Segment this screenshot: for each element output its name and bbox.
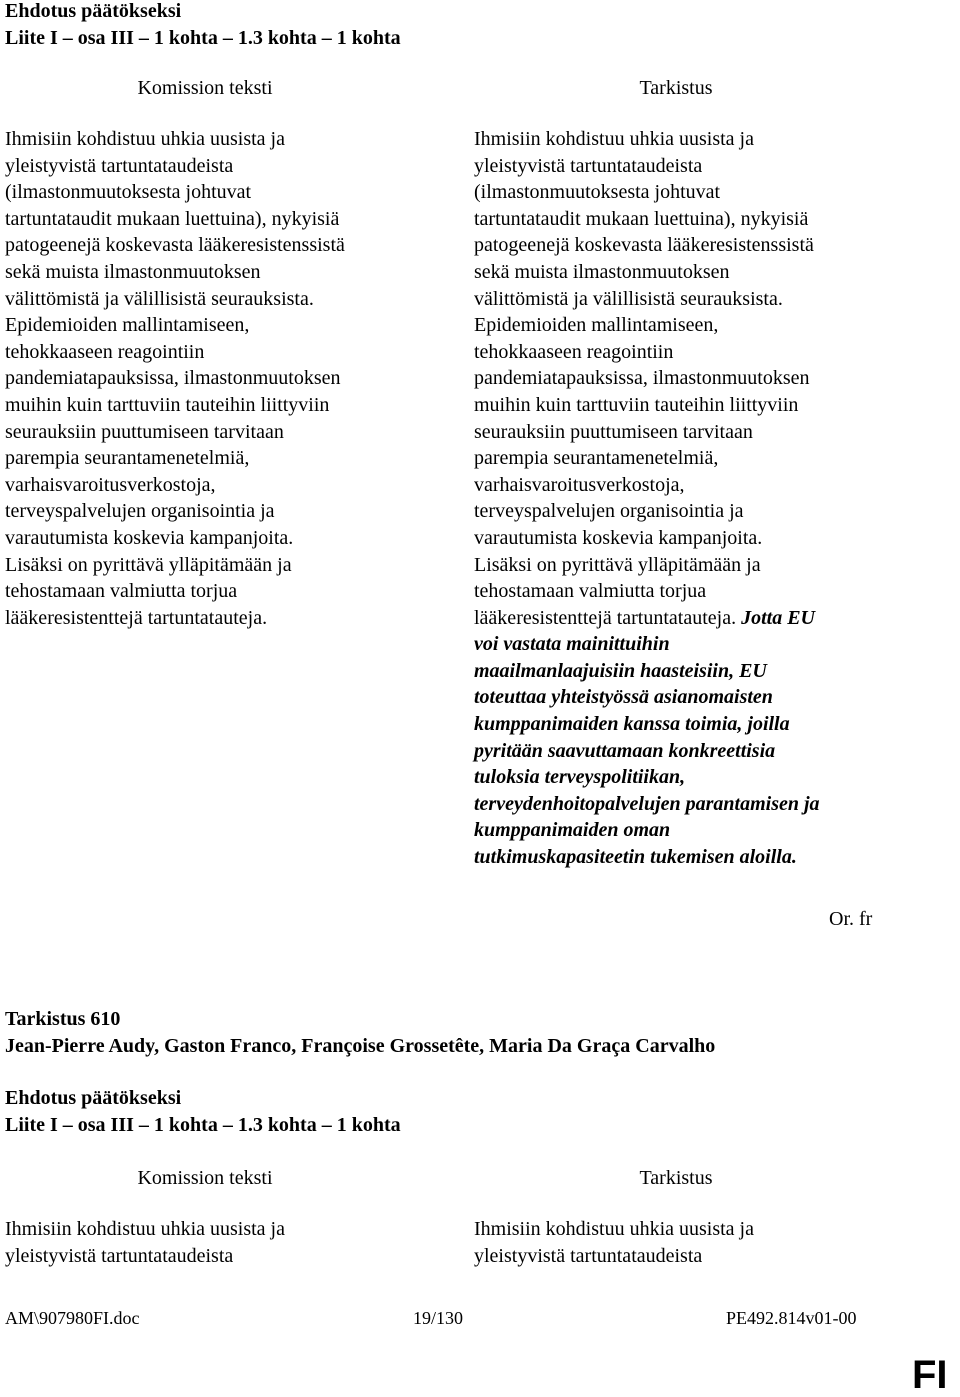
amendment-added-segment: Jotta EU xyxy=(741,606,815,629)
page-number: 19/130 xyxy=(413,1308,464,1328)
commission-text-line: sekä muista ilmastonmuutoksen xyxy=(5,260,261,283)
commission-text-heading-2: Komission teksti xyxy=(137,1167,273,1189)
proposal-reference: Liite I – osa III – 1 kohta – 1.3 kohta – 1 kohta xyxy=(5,26,401,49)
amendment-text-line: (ilmastonmuutoksesta johtuvat xyxy=(474,181,721,204)
amendment-text-line: varhaisvaroitusverkostoja, xyxy=(474,473,685,496)
amendment-added-line: maailmanlaajuisiin haasteisiin, EU xyxy=(474,659,767,682)
commission-text-line: patogeenejä koskevasta lääkeresistenssistä xyxy=(5,234,345,257)
amendment-text-line: yleistyvistä tartuntataudeista xyxy=(474,1244,703,1267)
amendment-text-line: Lisäksi on pyrittävä ylläpitämään ja xyxy=(474,553,761,576)
commission-text-line: yleistyvistä tartuntataudeista xyxy=(5,1244,234,1267)
commission-text-line: yleistyvistä tartuntataudeista xyxy=(5,154,234,177)
amendment-added-line: kumppanimaiden kanssa toimia, joilla xyxy=(474,713,790,736)
amendment-text-line: parempia seurantamenetelmiä, xyxy=(474,447,719,470)
document-reference: AM\907980FI.doc xyxy=(5,1308,140,1328)
commission-text-heading: Komission teksti xyxy=(137,77,273,99)
commission-text-line: välittömistä ja välillisistä seurauksista. xyxy=(5,287,314,310)
amendment-text-line: pandemiatapauksissa, ilmastonmuutoksen xyxy=(474,367,810,390)
commission-text-line: muihin kuin tarttuviin tauteihin liittyviin xyxy=(5,393,330,416)
amendment-plain-segment: lääkeresistenttejä tartuntatauteja. xyxy=(474,606,742,629)
amendment-text-line: tartuntataudit mukaan luettuina), nykyisiä xyxy=(474,207,809,230)
amendment-proposal-reference: Liite I – osa III – 1 kohta – 1.3 kohta – 1 kohta xyxy=(5,1113,401,1136)
amendment-added-line: pyritään saavuttamaan konkreettisia xyxy=(474,739,776,762)
amendment-added-line: voi vastata mainittuihin xyxy=(474,633,670,656)
proposal-title: Ehdotus päätökseksi xyxy=(5,0,182,22)
commission-text-line: lääkeresistenttejä tartuntatauteja. xyxy=(5,606,268,629)
amendment-text-line: yleistyvistä tartuntataudeista xyxy=(474,154,703,177)
original-language: Or. fr xyxy=(829,908,873,930)
commission-text-line: Epidemioiden mallintamiseen, xyxy=(5,314,250,337)
amendment-text-line: sekä muista ilmastonmuutoksen xyxy=(474,260,730,283)
amendment-text-line: Ihmisiin kohdistuu uhkia uusista ja xyxy=(474,1218,754,1240)
commission-text-line: tartuntataudit mukaan luettuina), nykyisiä xyxy=(5,207,340,230)
commission-text-line: pandemiatapauksissa, ilmastonmuutoksen xyxy=(5,367,341,390)
commission-text-line: tehostamaan valmiutta torjua xyxy=(5,580,238,603)
amendment-text-line: Ihmisiin kohdistuu uhkia uusista ja xyxy=(474,128,754,150)
amendment-text-column xyxy=(474,126,944,871)
amendment-text-line xyxy=(474,605,944,632)
commission-text-line: Lisäksi on pyrittävä ylläpitämään ja xyxy=(5,553,292,576)
amendment-added-line: toteuttaa yhteistyössä asianomaisten xyxy=(474,686,773,709)
amendment-text-line: muihin kuin tarttuviin tauteihin liittyviin xyxy=(474,393,799,416)
commission-text-line: tehokkaaseen reagointiin xyxy=(5,340,205,363)
commission-text-line: Ihmisiin kohdistuu uhkia uusista ja xyxy=(5,128,285,150)
amendment-text-line: patogeenejä koskevasta lääkeresistenssistä xyxy=(474,234,814,257)
commission-text-line: terveyspalvelujen organisointia ja xyxy=(5,500,275,523)
amendment-authors: Jean-Pierre Audy, Gaston Franco, Françoise Grossetête, Maria Da Graça Carvalho xyxy=(5,1035,716,1057)
amendment-proposal-title: Ehdotus päätökseksi xyxy=(5,1087,182,1109)
commission-text-line: varhaisvaroitusverkostoja, xyxy=(5,473,216,496)
amendment-text-column-2 xyxy=(474,1216,944,1269)
amendment-text-line: tehokkaaseen reagointiin xyxy=(474,340,674,363)
amendment-proposal-header xyxy=(5,1085,401,1138)
amendment-heading-2: Tarkistus xyxy=(639,1167,713,1189)
commission-text-column-2 xyxy=(5,1216,445,1269)
commission-text-column xyxy=(5,126,445,631)
commission-text-line: varautumista koskevia kampanjoita. xyxy=(5,526,294,549)
amendment-added-line: tuloksia terveyspolitiikan, xyxy=(474,766,686,789)
proposal-header xyxy=(5,0,401,51)
amendment-added-line: terveydenhoitopalvelujen parantamisen ja xyxy=(474,792,820,815)
amendment-text-line: Epidemioiden mallintamiseen, xyxy=(474,314,719,337)
amendment-text-line: terveyspalvelujen organisointia ja xyxy=(474,500,744,523)
commission-text-line: parempia seurantamenetelmiä, xyxy=(5,447,250,470)
language-mark: FI xyxy=(912,1353,948,1397)
amendment-text-line: välittömistä ja välillisistä seurauksista. xyxy=(474,287,783,310)
amendment-heading: Tarkistus xyxy=(639,77,713,99)
amendment-title: Tarkistus 610 xyxy=(5,1008,121,1030)
amendment-text-line: seurauksiin puuttumiseen tarvitaan xyxy=(474,420,753,443)
amendment-added-line: kumppanimaiden oman xyxy=(474,819,671,842)
commission-text-line: (ilmastonmuutoksesta johtuvat xyxy=(5,181,252,204)
commission-text-line: Ihmisiin kohdistuu uhkia uusista ja xyxy=(5,1218,285,1240)
pe-reference: PE492.814v01-00 xyxy=(726,1308,857,1328)
amendment-text-line: varautumista koskevia kampanjoita. xyxy=(474,526,763,549)
amendment-text-line: tehostamaan valmiutta torjua xyxy=(474,580,707,603)
amendment-added-line: tutkimuskapasiteetin tukemisen aloilla. xyxy=(474,846,797,869)
commission-text-line: seurauksiin puuttumiseen tarvitaan xyxy=(5,420,284,443)
